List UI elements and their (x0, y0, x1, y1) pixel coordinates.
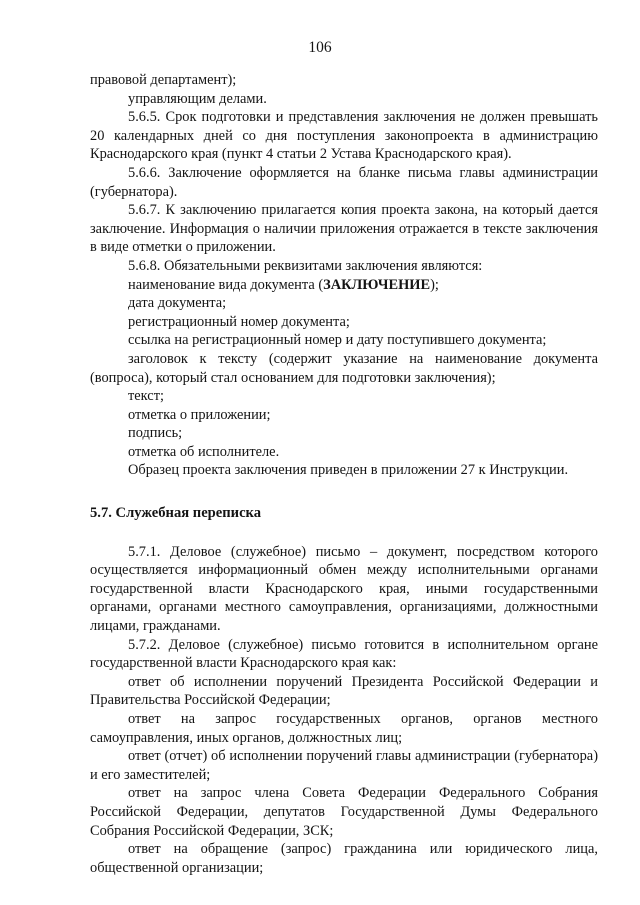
requisite-item: отметка о приложении; (128, 406, 271, 423)
document-body (90, 71, 598, 877)
paragraph: 5.6.7. К заключению прилагается копия проекта закона, на который дается заключение. Информация о наличии приложения отражается в тексте заключения в виде отметки о приложении. (90, 202, 598, 256)
paragraph: 5.6.6. Заключение оформляется на бланке письма главы администрации (губернатора). (90, 164, 598, 200)
paragraph: 5.6.8. Обязательными реквизитами заключения являются: (128, 257, 483, 274)
paragraph: 5.7.1. Деловое (служебное) письмо – документ, посредством которого осуществляется информационный обмен между исполнительными органами государственной власти Краснодарского края, иными государственными органами, органами местного самоуправления, организациями, должностными лицами, гражданами. (90, 543, 598, 635)
list-item: ответ на запрос члена Совета Федерации Федерального Собрания Российской Федерации, депутатов Государственной Думы Федерального Собрания Российской Федерации, ЗСК; (90, 785, 598, 839)
paragraph: управляющим делами. (128, 90, 267, 107)
list-item: ответ на запрос государственных органов, органов местного самоуправления, иных органов, должностных лиц; (90, 711, 598, 746)
paragraph: правовой департамент); (90, 72, 237, 88)
requisite-item: ссылка на регистрационный номер и дату поступившего документа; (128, 332, 547, 349)
requisite-doc-name (90, 276, 598, 295)
requisite-item: текст; (128, 388, 164, 405)
paragraph: 5.6.5. Срок подготовки и представления заключения не должен превышать 20 календарных дней со дня поступления законопроекта в администрацию Краснодарского края (пункт 4 статьи 2 Устава Краснодарского края). (90, 109, 598, 163)
requisite-doc-name-bold: ЗАКЛЮЧЕНИЕ (323, 276, 431, 293)
requisite-doc-name-prefix: наименование вида документа ( (128, 276, 324, 293)
requisite-doc-name-suffix: ); (430, 276, 439, 293)
section-heading: 5.7. Служебная переписка (90, 505, 262, 522)
list-item: ответ на обращение (запрос) гражданина или юридического лица, общественной организации; (90, 841, 598, 876)
requisite-item: подпись; (128, 425, 183, 442)
paragraph: Образец проекта заключения приведен в приложении 27 к Инструкции. (128, 462, 569, 479)
requisite-item: регистрационный номер документа; (128, 313, 350, 330)
requisite-item: заголовок к тексту (содержит указание на наименование документа (вопроса), который стал основанием для подготовки заключения); (90, 350, 598, 386)
page-number: 106 (308, 39, 332, 56)
requisite-item: отметка об исполнителе. (128, 443, 280, 460)
paragraph: 5.7.2. Деловое (служебное) письмо готовится в исполнительном органе государственной власти Краснодарского края как: (90, 636, 598, 672)
requisite-item: дата документа; (128, 295, 227, 312)
list-item: ответ (отчет) об исполнении поручений главы администрации (губернатора) и его заместителей; (90, 748, 598, 783)
list-item: ответ об исполнении поручений Президента Российской Федерации и Правительства Российской Федерации; (90, 673, 598, 709)
